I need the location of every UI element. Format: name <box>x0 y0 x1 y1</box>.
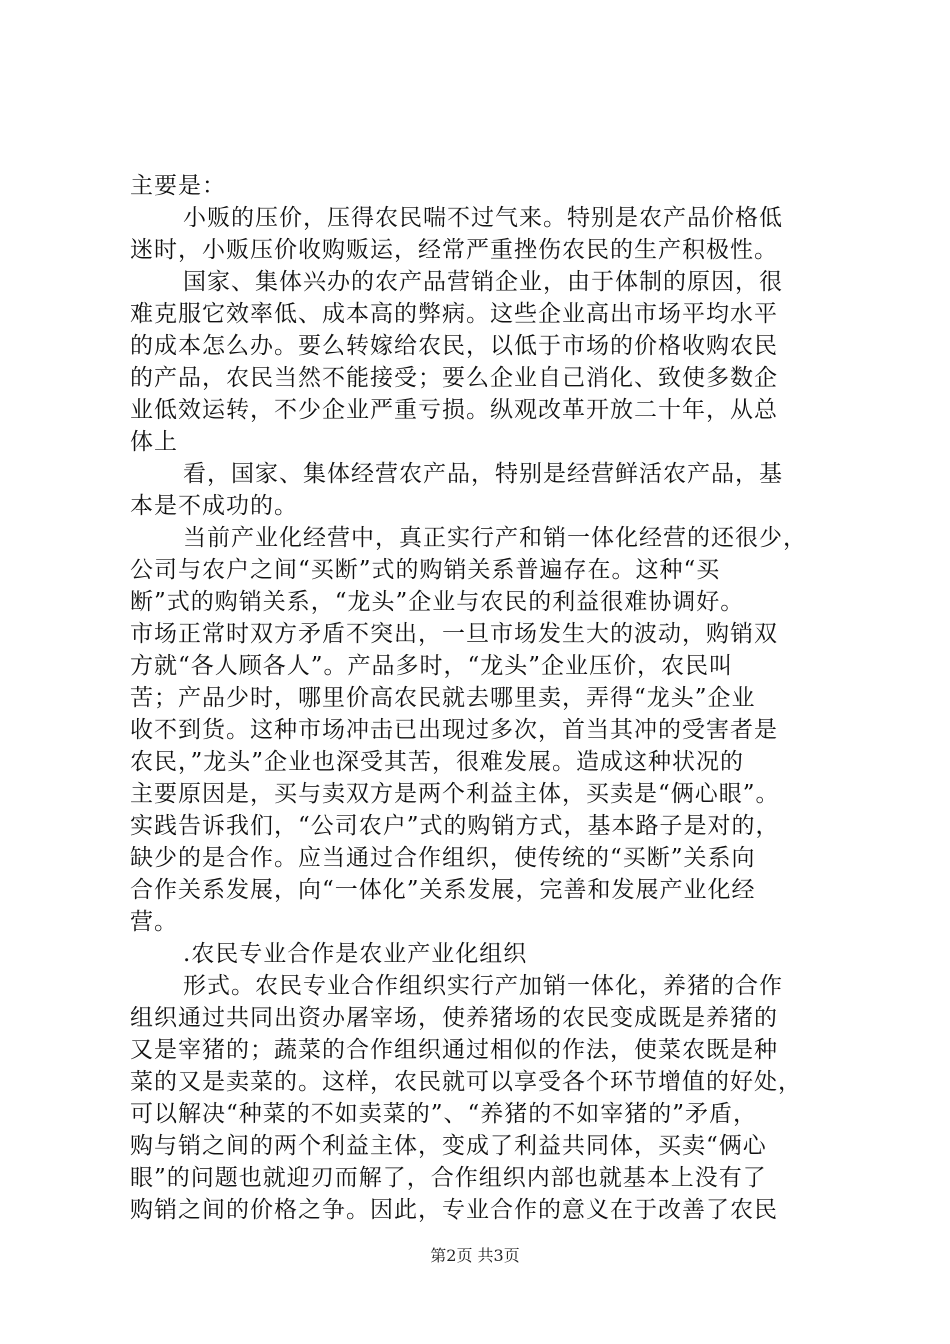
text-line: 难克服它效率低、成本高的弊病。这些企业高出市场平均水平 <box>130 301 778 327</box>
text-line: 方就“各人顾各人”。产品多时，“龙头”企业压价，农民叫 <box>130 653 734 679</box>
text-line: 主要是： <box>130 173 226 199</box>
text-line: 可以解决“种菜的不如卖菜的”、“养猪的不如宰猪的”矛盾， <box>130 1101 758 1127</box>
text-line: 合作关系发展，向“一体化”关系发展，完善和发展产业化经 <box>130 877 756 903</box>
text-line: 小贩的压价，压得农民喘不过气来。特别是农产品价格低 <box>183 205 783 231</box>
text-line: 实践告诉我们，“公司农户”式的购销方式，基本路子是对的， <box>130 813 780 839</box>
text-line: 公司与农户之间“买断”式的购销关系普遍存在。这种“买 <box>130 557 721 583</box>
text-line: 迷时，小贩压价收购贩运，经常严重挫伤农民的生产积极性。 <box>130 237 778 263</box>
text-line: 菜的又是卖菜的。这样，农民就可以享受各个环节增值的好处， <box>130 1069 802 1095</box>
text-line: 购与销之间的两个利益主体，变成了利益共同体，买卖“俩心 <box>130 1133 767 1159</box>
text-line: 主要原因是，买与卖双方是两个利益主体，买卖是“俩心眼”。 <box>130 781 780 807</box>
text-line: 看，国家、集体经营农产品，特别是经营鲜活农产品，基 <box>183 461 783 487</box>
text-line: 断”式的购销关系，“龙头”企业与农民的利益很难协调好。 <box>130 589 745 615</box>
text-line: 农民，”龙头”企业也深受其苦，很难发展。造成这种状况的 <box>130 749 745 775</box>
text-line: 组织通过共同出资办屠宰场，使养猪场的农民变成既是养猪的 <box>130 1005 778 1031</box>
text-line: 体上 <box>130 429 178 455</box>
document-body <box>130 170 830 1226</box>
text-line: 本是不成功的。 <box>130 493 298 519</box>
text-line: 的成本怎么办。要么转嫁给农民，以低于市场的价格收购农民 <box>130 333 778 359</box>
text-line: 营。 <box>130 909 178 935</box>
text-line: 国家、集体兴办的农产品营销企业，由于体制的原因，很 <box>183 269 783 295</box>
text-line: 当前产业化经营中，真正实行产和销一体化经营的还很少， <box>183 525 807 551</box>
text-line: 形式。农民专业合作组织实行产加销一体化，养猪的合作 <box>183 973 783 999</box>
text-line: 收不到货。这种市场冲击已出现过多次，首当其冲的受害者是 <box>130 717 778 743</box>
section-heading: .农民专业合作是农业产业化组织 <box>183 941 528 967</box>
text-line: 购销之间的价格之争。因此，专业合作的意义在于改善了农民 <box>130 1197 778 1223</box>
text-line: 眼”的问题也就迎刃而解了，合作组织内部也就基本上没有了 <box>130 1165 767 1191</box>
text-line: 又是宰猪的；蔬菜的合作组织通过相似的作法，使菜农既是种 <box>130 1037 778 1063</box>
text-line: 业低效运转，不少企业严重亏损。纵观改革开放二十年，从总 <box>130 397 778 423</box>
text-line: 苦；产品少时，哪里价高农民就去哪里卖，弄得“龙头”企业 <box>130 685 756 711</box>
text-line: 市场正常时双方矛盾不突出，一旦市场发生大的波动，购销双 <box>130 621 778 647</box>
text-line: 缺少的是合作。应当通过合作组织，使传统的“买断”关系向 <box>130 845 756 871</box>
text-line: 的产品，农民当然不能接受；要么企业自己消化、致使多数企 <box>130 365 778 391</box>
page-number-footer: 第2页 共3页 <box>430 1246 520 1265</box>
